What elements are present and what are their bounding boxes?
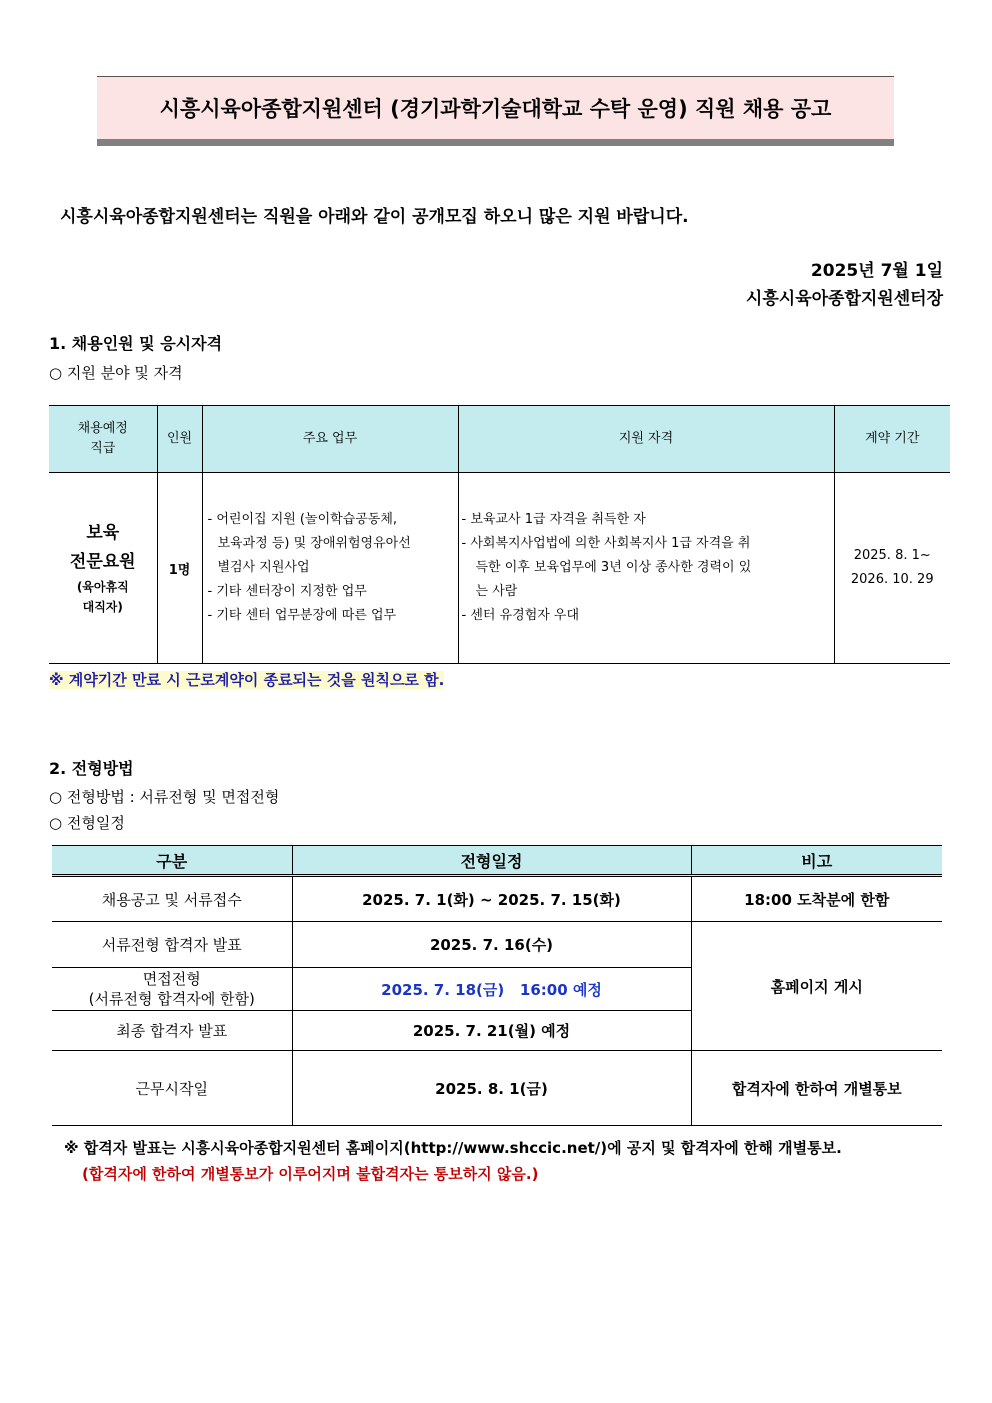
recruitment-table	[49, 405, 950, 664]
table-row: 서류전형 합격자 발표 2025. 7. 16(수) 홈페이지 게시	[52, 922, 942, 968]
table-row	[49, 473, 950, 664]
page-title: 시흥시육아종합지원센터 (경기과학기술대학교 수탁 운영) 직원 채용 공고	[97, 76, 894, 139]
section2-heading: 2. 전형방법	[49, 759, 134, 778]
contract-note: ※ 계약기간 만료 시 근로계약이 종료되는 것을 원칙으로 함.	[49, 671, 445, 689]
header-schedule: 전형일정	[292, 846, 691, 876]
period-cell: 2025. 8. 1~ 2026. 10. 29	[834, 473, 950, 664]
table-header-row	[52, 846, 942, 876]
table-row: 면접전형 (서류전형 합격자에 한함) 2025. 7. 18(금) 16:00 예정	[52, 968, 942, 1011]
qualification-cell: - 보육교사 1급 자격을 취득한 자 - 사회복지사업법에 의한 사회복지사 1급 자격을 취 득한 이후 보육업무에 3년 이상 종사한 경력이 있 는 사람 - 센터 유경험자 우대	[458, 473, 834, 664]
count-cell: 1명	[157, 473, 202, 664]
header-position: 채용예정 직급	[49, 406, 157, 473]
announcement-date: 2025년 7월 1일	[810, 261, 943, 281]
section1-sub: ○ 지원 분야 및 자격	[49, 364, 183, 382]
issuer: 시흥시육아종합지원센터장	[745, 289, 943, 309]
header-remark: 비고	[691, 846, 942, 876]
table-header-row	[49, 406, 950, 473]
header-period: 계약 기간	[834, 406, 950, 473]
section1-heading: 1. 채용인원 및 응시자격	[49, 334, 223, 353]
title-shadow	[97, 139, 894, 146]
table-row: 최종 합격자 발표 2025. 7. 21(월) 예정	[52, 1011, 942, 1051]
section2-sub-method: ○ 전형방법 : 서류전형 및 면접전형	[49, 788, 280, 806]
duty-cell: - 어린이집 지원 (놀이학습공동체, 보육과정 등) 및 장애위험영유아선 별검사 지원사업 - 기타 센터장이 지정한 업무 - 기타 센터 업무분장에 따른 업무	[202, 473, 458, 664]
position-cell: 보육 전문요원 (육아휴직 대직자)	[49, 473, 157, 664]
homepage-remark: 홈페이지 게시	[691, 922, 942, 1051]
header-category: 구분	[52, 846, 292, 876]
table-row: 근무시작일 2025. 8. 1(금) 합격자에 한하여 개별통보	[52, 1051, 942, 1126]
header-duty: 주요 업무	[202, 406, 458, 473]
schedule-table	[52, 845, 942, 1126]
announcement-note: ※ 합격자 발표는 시흥시육아종합지원센터 홈페이지(http://www.shccic.net/)에 공지 및 합격자에 한해 개별통보.	[64, 1139, 842, 1157]
section2-sub-schedule: ○ 전형일정	[49, 814, 125, 832]
header-count: 인원	[157, 406, 202, 473]
table-row: 채용공고 및 서류접수 2025. 7. 1(화) ~ 2025. 7. 15(화) 18:00 도착분에 한함	[52, 876, 942, 922]
notification-note: (합격자에 한하여 개별통보가 이루어지며 불합격자는 통보하지 않음.)	[82, 1165, 539, 1183]
intro-text: 시흥시육아종합지원센터는 직원을 아래와 같이 공개모집 하오니 많은 지원 바랍니다.	[60, 207, 689, 227]
header-qualification: 지원 자격	[458, 406, 834, 473]
